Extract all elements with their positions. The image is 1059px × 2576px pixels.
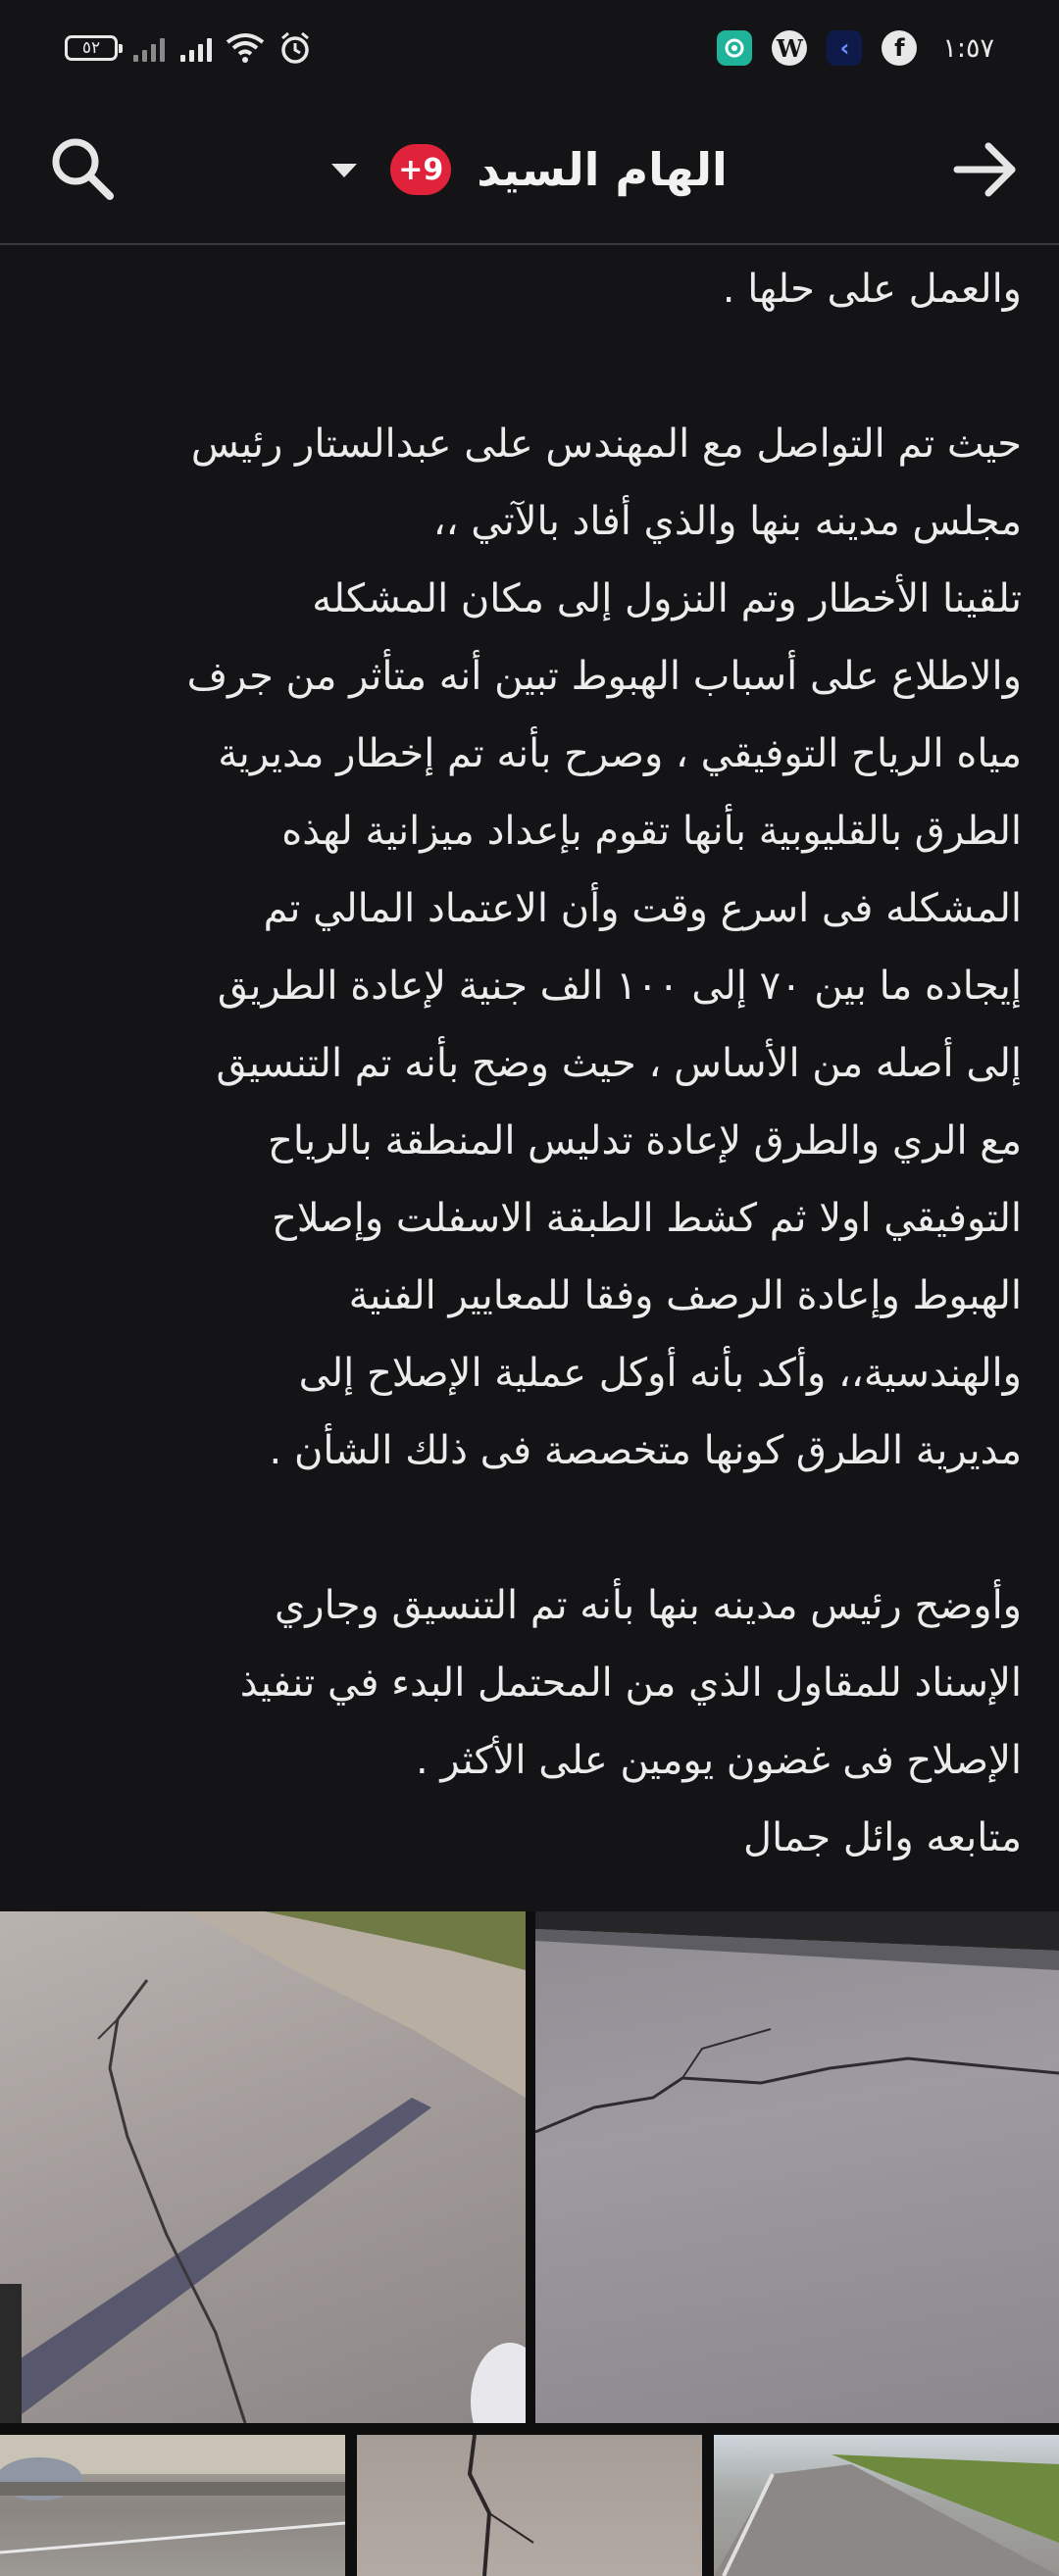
facebook-icon: f bbox=[882, 30, 917, 66]
road-crack-photo[interactable] bbox=[0, 1911, 526, 2423]
road-photo[interactable] bbox=[0, 2435, 345, 2576]
article-line: الطرق بالقليوبية بأنها تقوم بإعداد ميزانية لهذه bbox=[281, 809, 1022, 854]
article-line: الإسناد للمقاول الذي من المحتمل البدء في تنفيذ bbox=[239, 1660, 1022, 1706]
paragraph-gap bbox=[29, 1490, 1022, 1567]
article-line: مع الري والطرق لإعادة تدليس المنطقة بالرياح bbox=[268, 1118, 1022, 1164]
notification-badge: +9 bbox=[390, 144, 451, 195]
article-line: والهندسية،، وأكد بأنه أوكل عملية الإصلاح إلى bbox=[298, 1351, 1022, 1396]
article-line: مجلس مدينه بنها والذي أفاد بالآتي ،، bbox=[432, 499, 1022, 544]
notification-icons bbox=[717, 25, 994, 71]
article-line: متابعه وائل جمال bbox=[743, 1815, 1022, 1860]
article-line: وأوضح رئيس مدينه بنها بأنه تم التنسيق وجاري bbox=[274, 1583, 1022, 1628]
app-green-icon bbox=[717, 30, 752, 66]
article-line: إيجاده ما بين ٧٠ إلى ١٠٠ الف جنية لإعادة الطريق bbox=[217, 964, 1022, 1009]
road-photo[interactable] bbox=[714, 2435, 1059, 2576]
clock: ١:٥٧ bbox=[942, 32, 994, 64]
status-bar bbox=[0, 0, 1059, 94]
paragraph-gap bbox=[29, 328, 1022, 406]
article-line: حيث تم التواصل مع المهندس على عبدالستار رئيس bbox=[190, 421, 1022, 467]
page-title: الهام السيد bbox=[477, 143, 728, 196]
road-crack-closeup-photo[interactable] bbox=[357, 2435, 702, 2576]
article-line: والاطلاع على أسباب الهبوط تبين أنه متأثر من جرف bbox=[186, 654, 1022, 699]
article-line: الهبوط وإعادة الرصف وفقا للمعايير الفنية bbox=[348, 1273, 1022, 1318]
article-line: إلى أصله من الأساس ، حيث وضح بأنه تم التنسيق bbox=[216, 1041, 1022, 1086]
signal-icon bbox=[180, 34, 212, 62]
article-line: الإصلاح فى غضون يومين على الأكثر . bbox=[416, 1738, 1022, 1783]
title-dropdown[interactable] bbox=[0, 133, 1059, 206]
status-indicators bbox=[65, 25, 312, 71]
wifi-icon bbox=[226, 32, 265, 64]
battery-level: ٥٢ bbox=[81, 38, 101, 58]
article-line: مياه الرياح التوفيقي ، وصرح بأنه تم إخطار مديرية bbox=[218, 731, 1022, 776]
arrow-right-icon[interactable] bbox=[949, 135, 1020, 204]
app-bar bbox=[0, 94, 1059, 245]
article-line: والعمل على حلها . bbox=[722, 267, 1022, 312]
article-line: التوفيقي اولا ثم كشط الطبقة الاسفلت وإصلاح bbox=[272, 1196, 1022, 1241]
battery-icon bbox=[65, 35, 118, 61]
article-body bbox=[29, 251, 1022, 1877]
photo-grid bbox=[0, 1911, 1059, 2576]
article-line: تلقينا الأخطار وتم النزول إلى مكان المشكله bbox=[312, 576, 1022, 621]
caret-down-icon bbox=[331, 164, 357, 177]
alarm-icon bbox=[278, 31, 312, 65]
wordpress-icon: W bbox=[772, 30, 807, 66]
road-crack-photo[interactable] bbox=[535, 1911, 1059, 2423]
article-line: المشكله فى اسرع وقت وأن الاعتماد المالي تم bbox=[263, 886, 1022, 931]
messenger-icon: ‹ bbox=[827, 30, 862, 66]
signal-weak-icon bbox=[133, 34, 165, 62]
article-line: مديرية الطرق كونها متخصصة فى ذلك الشأن . bbox=[269, 1428, 1022, 1473]
